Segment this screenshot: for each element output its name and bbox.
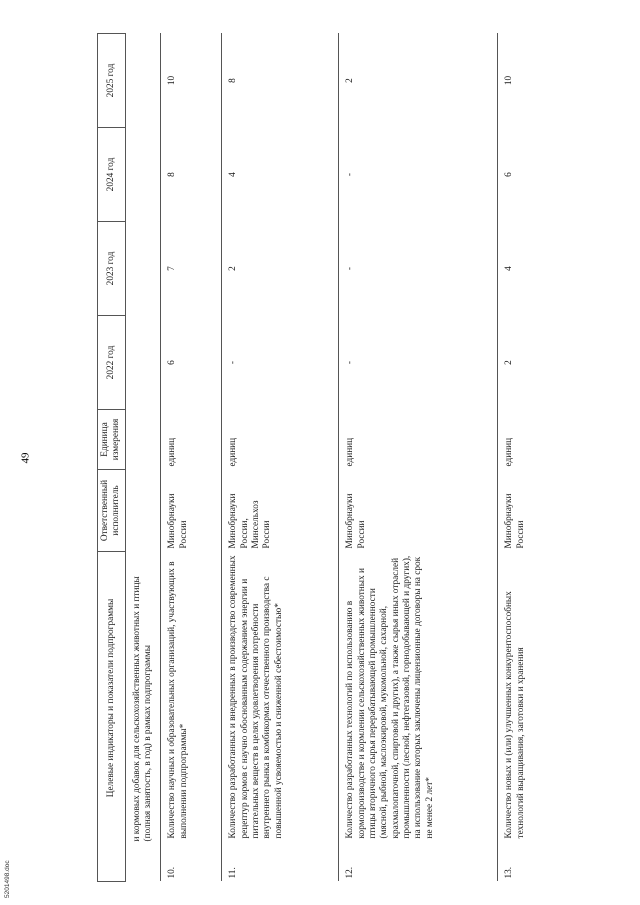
value-2022: - (222, 316, 339, 410)
table-row (161, 34, 222, 882)
rotated-page (97, 34, 637, 882)
table-row (222, 34, 339, 882)
value-2022: - (339, 316, 498, 410)
indicator-text: Количество разработанных технологий по использованию в кормопроизводстве и кормлении сельскохозяйственных животных и птицы вторичного сырья перерабатывающей промышленности (мясной, рыбной, маслоэкировой, мукомольной, сахарной, крахмалопаточной, спиртовой и других), а также сырья иных отраслей промышленности (лесной, нефтегазовой, горнодобывающей и других), на использование которых заключены лицензионные договоры на срок не менее 2 лет* (345, 555, 435, 839)
value-2025: 8 (222, 34, 339, 128)
value-2023: 4 (498, 222, 567, 316)
unit-cell: единиц (222, 410, 339, 470)
header-executor: Ответственный исполнитель (98, 470, 126, 552)
unit-cell: единиц (161, 410, 222, 470)
executor-cell: Минобрнауки России, Минсельхоз России (222, 470, 339, 552)
value-2024: - (339, 128, 498, 222)
value-2023: 2 (222, 222, 339, 316)
value-2025: 10 (161, 34, 222, 128)
unit-cell: единиц (339, 410, 498, 470)
indicators-table (97, 33, 566, 882)
value-2025: 2 (339, 34, 498, 128)
executor-cell: Минобрнауки России (161, 470, 222, 552)
value-2023: 7 (161, 222, 222, 316)
indicator-cell (339, 552, 498, 882)
indicator-text: Количество научных и образовательных организаций, участвующих в выполнении подпрограммы* (167, 561, 189, 839)
value-2024: 8 (161, 128, 222, 222)
value-2025: 10 (498, 34, 567, 128)
row-number: 10. (167, 866, 178, 879)
footer-file-text: 5201498.doc (4, 860, 11, 898)
table-header-row (98, 34, 126, 882)
value-2023: - (339, 222, 498, 316)
table-row (498, 34, 567, 882)
header-indicator: Целевые индикаторы и показатели подпрограммы (98, 552, 126, 882)
indicator-text: Количество разработанных и внедренных в производство современных рецептур кормов с научно обоснованным содержанием энергии и питательных веществ в целях удовлетворения потребности внутреннего рынка в комбикормах отечественного производства с повышенной усвояемостью и сниженной себестоимостью* (228, 555, 284, 839)
value-2022: 6 (161, 316, 222, 410)
row-number: 11. (228, 867, 239, 879)
table-row-continuation (125, 34, 161, 882)
header-unit: Единица измерения (98, 410, 126, 470)
continuation-cell (125, 552, 161, 882)
row-number: 12. (345, 866, 356, 879)
page-number-text: 49 (19, 452, 32, 464)
executor-cell: Минобрнауки России (339, 470, 498, 552)
header-2024: 2024 год (98, 128, 126, 222)
unit-cell: единиц (498, 410, 567, 470)
value-2024: 4 (222, 128, 339, 222)
table-row (339, 34, 498, 882)
indicator-cell (222, 552, 339, 882)
indicator-cell (161, 552, 222, 882)
indicator-cell (498, 552, 567, 882)
header-2025: 2025 год (98, 34, 126, 128)
indicator-text: Количество новых и (или) улучшенных конкурентоспособных технологий выращивания, заготовки и хранения (504, 591, 526, 839)
value-2024: 6 (498, 128, 567, 222)
header-2023: 2023 год (98, 222, 126, 316)
row-number: 13. (504, 866, 515, 879)
header-2022: 2022 год (98, 316, 126, 410)
executor-cell: Минобрнауки России (498, 470, 567, 552)
value-2022: 2 (498, 316, 567, 410)
page-number (20, 452, 31, 464)
continuation-text: и кормовых добавок для сельскохозяйственных животных и птицы (полная занятость, в год) в рамках подпрограммы (131, 576, 153, 842)
